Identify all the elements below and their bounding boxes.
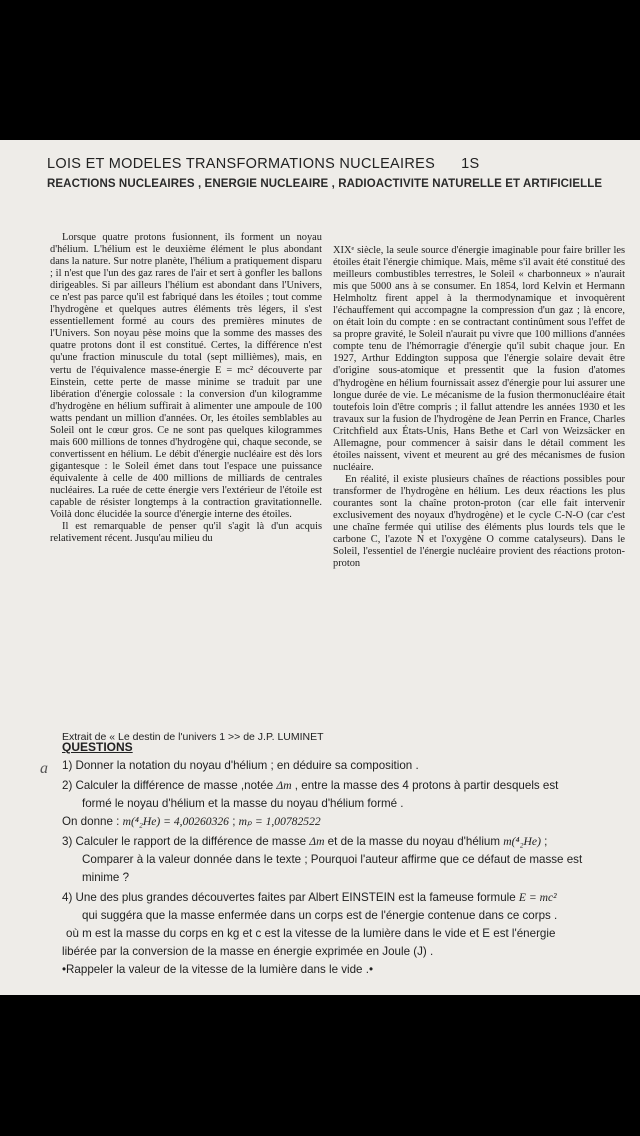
math-delta-m: Δm [309, 835, 325, 848]
paragraph: Lorsque quatre protons fusionnent, ils forment un noyau d'hélium. L'hélium est le deuxième élément le plus abondant dans la nature. Sur notre planète, l'hélium a pratiquement disparu ; il n'est que l'un des gaz rares de l'air et sert à gonfler les ballons dirigeables. Si par ailleurs l'hélium est abondant dans l'Univers, ce n'est pas parce qu'il est fabriqué dans les étoiles ; tout comme l'hydrogène et quelques autres éléments très légers, il s'est essentiellement formé au cours des premières minutes de l'Univers. Son noyau pèse moins que la somme des masses des quatre protons dont il est constitué. Certes, la différence n'est qu'une fraction minuscule du total (sept millièmes), mais, en vertu de l'équivalence masse-énergie E = mc² découverte par Einstein, cette perte de masse minime se traduit par une libération d'énergie colossale : la conversion d'un kilogramme d'hydrogène en hélium suffirait à alimenter une ampoule de 100 watts pendant un million d'années. Or, les étoiles semblables au Soleil ont le cœur gros. Ce ne sont pas quelques kilogrammes mais 600 millions de tonnes d'hydrogène qui, chaque seconde, se convertissent en hélium. Le débit d'énergie nucléaire est dès lors gigantesque : le Soleil émet dans tout l'espace une puissance équivalente à celle de 400 millions de milliards de centrales nucléaires. La ruée de cette énergie vers l'extérieur de l'étoile est capable de résister longtemps à la contraction gravitationnelle. Voilà donc élucidée la source d'énergie interne des étoiles. [50, 232, 322, 521]
separator: ; [228, 815, 239, 828]
question-text: ; [540, 835, 548, 848]
math-delta-m: Δm [276, 779, 292, 792]
document-page [0, 140, 640, 995]
question-text: et de la masse du noyau d'hélium [324, 835, 504, 848]
questions-heading: QUESTIONS [62, 740, 133, 754]
document-subtitle: REACTIONS NUCLEAIRES , ENERGIE NUCLEAIRE , RADIOACTIVITE NATURELLE ET ARTIFICIELLE [47, 178, 603, 190]
question-2 [62, 777, 622, 795]
question-4-continued: qui suggéra que la masse enfermée dans un corps est de l'énergie contenue dans ce corps . [82, 909, 558, 922]
question-4 [62, 889, 622, 907]
question-text: 4) Une des plus grandes découvertes faites par Albert EINSTEIN est la fameuse formule [62, 891, 519, 904]
question-3 [62, 833, 622, 851]
question-text: , entre la masse des 4 protons à partir desquels est [291, 779, 559, 792]
paragraph: Il est remarquable de penser qu'il s'agit là d'un acquis relativement récent. Jusqu'au milieu du [50, 521, 322, 545]
question-text: 3) Calculer le rapport de la différence de masse [62, 835, 310, 848]
handwritten-mark: a [40, 760, 48, 777]
math-einstein-formula: E = mc² [518, 891, 557, 904]
text-column-left [50, 232, 322, 545]
question-4-continued: où m est la masse du corps en kg et c est la vitesse de la lumière dans le vide et E est l'énergie [66, 927, 556, 940]
question-3-continued: minime ? [82, 871, 130, 884]
math-helium-mass: m(⁴₂He) = 4,00260326 [122, 815, 229, 828]
question-4-continued: libérée par la conversion de la masse en énergie exprimée en Joule (J) . [62, 945, 434, 958]
math-proton-mass: mₚ = 1,00782522 [238, 815, 321, 828]
question-text: 2) Calculer la différence de masse ,notée [62, 779, 277, 792]
question-2-continued: formé le noyau d'hélium et la masse du noyau d'hélium formé . [82, 797, 404, 810]
page-number: 1S [461, 156, 480, 172]
math-helium-mass: m(⁴₂He) [503, 835, 541, 848]
document-title-text: LOIS ET MODELES TRANSFORMATIONS NUCLEAIRES [47, 156, 436, 172]
question-3-continued: Comparer à la valeur donnée dans le texte ; Pourquoi l'auteur affirme que ce défaut de masse est [82, 853, 583, 866]
question-1: 1) Donner la notation du noyau d'hélium ; en déduire sa composition . [62, 759, 419, 772]
given-data [62, 813, 622, 831]
given-data-label: On donne : [62, 815, 123, 828]
source-citation: Extrait de « Le destin de l'univers 1 >> de J.P. LUMINET [62, 731, 324, 743]
text-column-right [333, 245, 625, 570]
paragraph: XIXᵉ siècle, la seule source d'énergie imaginable pour faire briller les étoiles était l'énergie chimique. Mais, même s'il avait été constitué des meilleurs combustibles terrestres, le Soleil « charbonneux » n'aurait mis que 5000 ans à se consumer. En 1854, lord Kelvin et Hermann Helmholtz firent appel à la thermodynamique et invoquèrent l'échauffement qui accompagne la compression d'un gaz ; là encore, on était loin du compte : en se contractant continûment sous l'effet de sa propre gravité, le Soleil n'aurait pu vivre que 100 millions d'années compte tenu de l'hémorragie d'énergie qu'il subit chaque jour. En 1927, Arthur Eddington supposa que l'énergie solaire devait être d'origine sous-atomique et pressentit que la fusion d'atomes d'hydrogène en hélium fournissait assez d'énergie pour lui assurer une longue durée de vie. Le mécanisme de la fusion thermonucléaire était toutefois loin d'être compris ; il fallut attendre les années 1930 et les travaux sur la fusion de l'hydrogène de Jean Perrin en France, Charles Critchfield aux États-Unis, Hans Bethe et Carl von Weizsäcker en Allemagne, pour commencer à saisir dans le détail comment les étoiles naissent, vivent et meurent au gré des mécanismes de fusion nucléaire. [333, 245, 625, 473]
paragraph: En réalité, il existe plusieurs chaînes de réactions possibles pour transformer de l'hydrogène en hélium. Les deux réactions les plus courantes sont la chaîne proton-proton (car elle fait intervenir exclusivement des noyaux d'hydrogène) et le cycle C-N-O (car c'est une chaîne fermée qui utilise des éléments plus lourds tels que le carbone C, l'azote N et l'oxygène O comme catalyseurs). Dans le Soleil, l'essentiel de l'énergie nucléaire provient des réactions proton-proton [333, 473, 625, 570]
question-4-bullet: •Rappeler la valeur de la vitesse de la lumière dans le vide .• [62, 963, 374, 976]
document-title [47, 156, 479, 172]
